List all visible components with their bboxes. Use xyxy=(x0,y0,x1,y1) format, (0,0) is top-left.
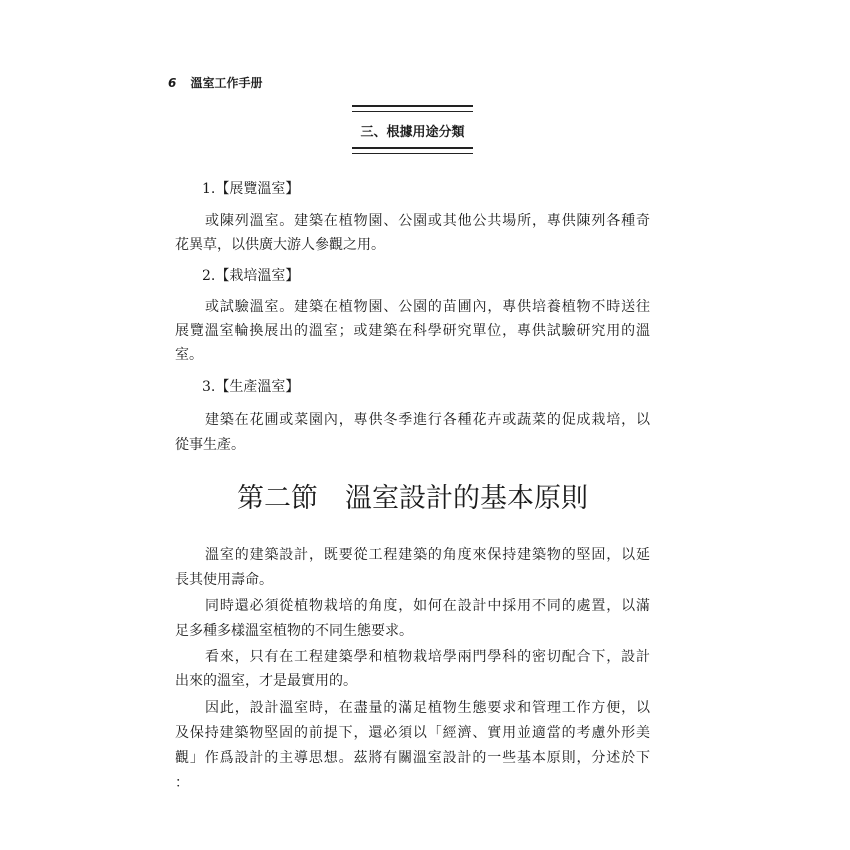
text-line: 從事生產。 xyxy=(175,437,245,453)
text-line: 觀」作爲設計的主導思想。茲將有關溫室設計的一些基本原則，分述於下 xyxy=(175,750,651,766)
text-line: 同時還必須從植物栽培的角度，如何在設計中採用不同的處置，以滿 xyxy=(205,598,651,614)
text-line: 及保持建築物堅固的前提下，還必須以「經濟、實用並適當的考慮外形美 xyxy=(175,725,651,741)
divider xyxy=(352,105,473,107)
text-line: 或陳列溫室。建築在植物園、公園或其他公共場所，專供陳列各種奇 xyxy=(205,213,651,229)
text-line: 出來的溫室，才是最實用的。 xyxy=(175,673,357,689)
item-heading: 3.【生產溫室】 xyxy=(202,379,300,395)
running-header xyxy=(168,74,263,91)
chapter-heading: 第二節 溫室設計的基本原則 xyxy=(237,483,588,514)
text-line: ： xyxy=(175,775,189,791)
text-line: 溫室的建築設計，既要從工程建築的角度來保持建築物的堅固，以延 xyxy=(205,547,651,563)
divider xyxy=(352,147,473,149)
text-line: 足多種多樣溫室植物的不同生態要求。 xyxy=(175,623,413,639)
divider xyxy=(352,111,473,112)
item-heading: 1.【展覽溫室】 xyxy=(202,181,300,197)
text-line: 看來，只有在工程建築學和植物栽培學兩門學科的密切配合下，設計 xyxy=(205,649,651,665)
text-line: 長其使用壽命。 xyxy=(175,572,273,588)
text-line: 建築在花圃或菜園內，專供冬季進行各種花卉或蔬菜的促成栽培，以 xyxy=(205,412,651,428)
text-line: 室。 xyxy=(175,347,203,363)
book-title: 溫室工作手册 xyxy=(190,76,263,90)
item-heading: 2.【栽培溫室】 xyxy=(202,268,300,284)
text-line: 因此，設計溫室時，在盡量的滿足植物生態要求和管理工作方便，以 xyxy=(205,700,651,716)
text-line: 或試驗溫室。建築在植物園、公園的苗圃內，專供培養植物不時送往 xyxy=(205,299,651,315)
text-line: 展覽溫室輪換展出的溫室；或建築在科學研究單位，專供試驗研究用的溫 xyxy=(175,323,651,339)
text-line: 花異草，以供廣大游人參觀之用。 xyxy=(175,237,385,253)
divider xyxy=(352,153,473,154)
page-number: 6 xyxy=(168,76,177,90)
section-title: 三、根據用途分類 xyxy=(360,125,465,140)
